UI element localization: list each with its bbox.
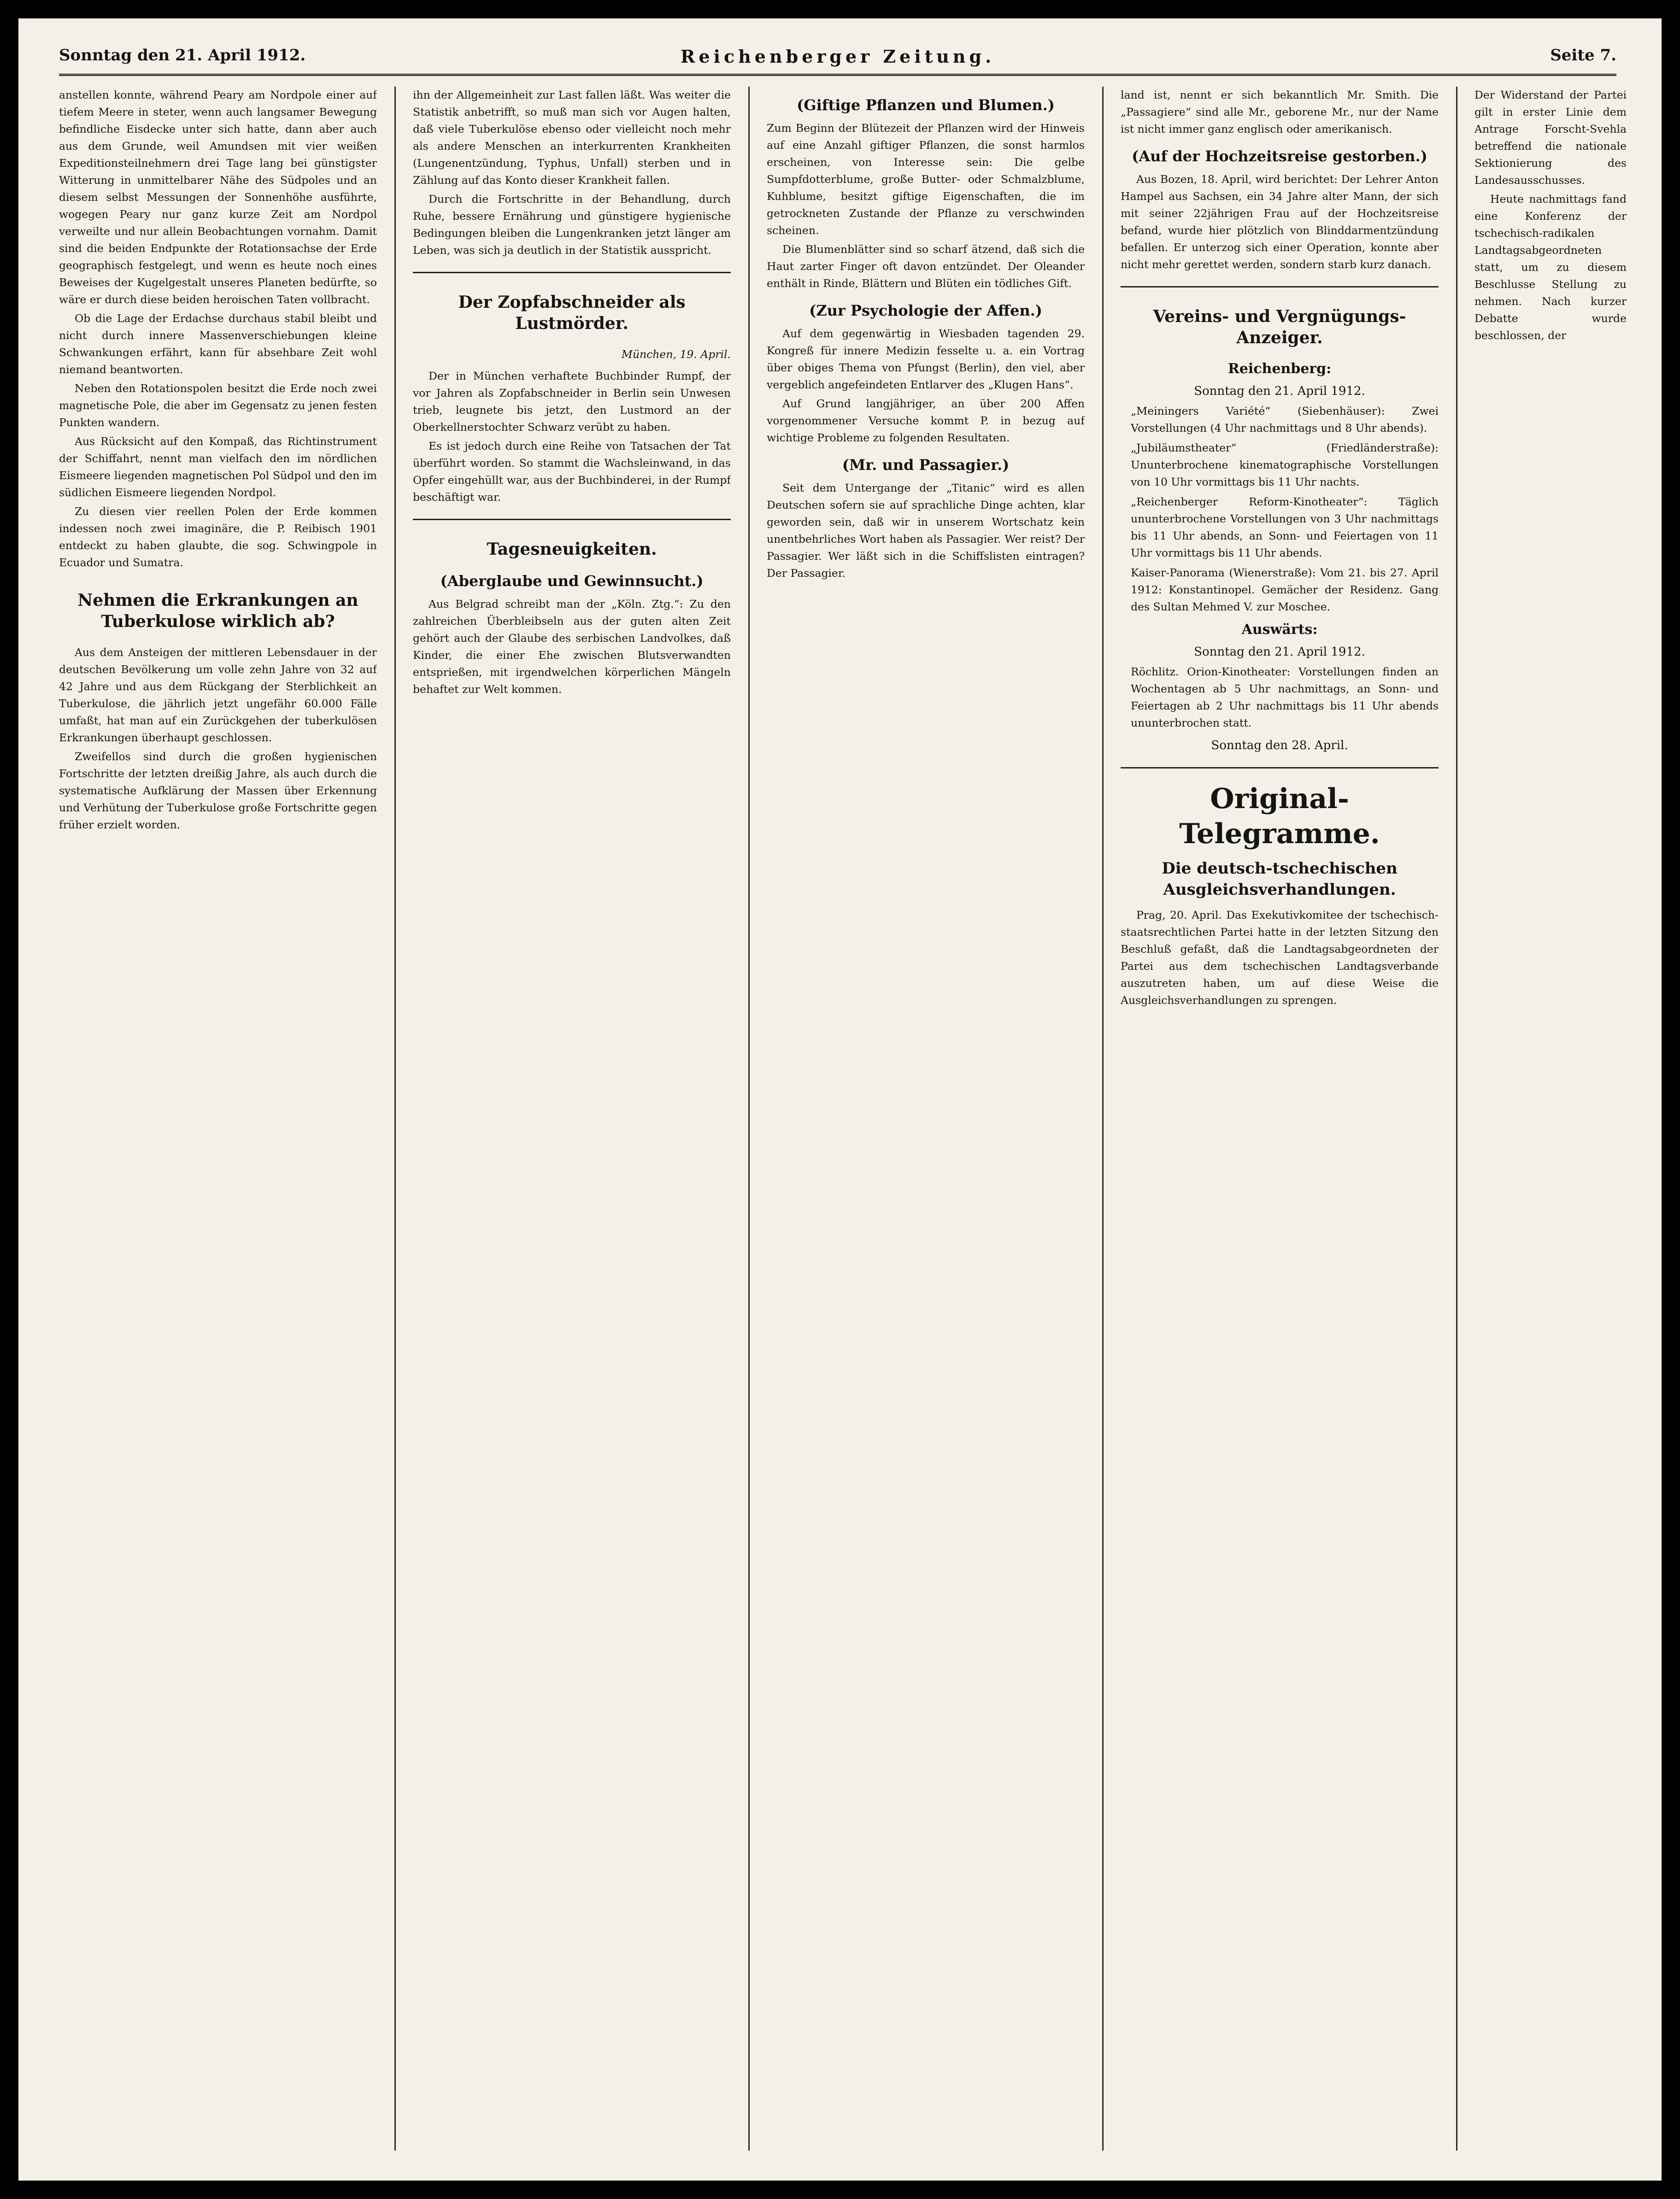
event-date: Sonntag den 21. April 1912. <box>1194 384 1365 398</box>
paragraph: Aus dem Ansteigen der mittleren Lebensdauer in der deutschen Bevölkerung um volle zehn Jahre von 32 auf 42 Jahre und aus dem Rückgang der Sterblichkeit an Tuberkulose, die jährlich jetzt ungefähr 60.000 Fälle umfaßt, hat man auf ein Zurückgehen der tuberkulösen Erkrankungen überhaupt geschlossen. <box>59 646 377 744</box>
column-rule <box>1102 87 1104 2151</box>
section-title: Vereins- und Vergnügungs-Anzeiger. <box>1153 307 1406 347</box>
paragraph: Auf dem gegenwärtig in Wiesbaden tagenden 29. Kongreß für innere Medizin fesselte u. a. ein Vortrag über obiges Thema von Pfungst (Berlin), den viel, aber vergeblich angefeindeten Entlarver des „Klugen Hans“. <box>767 327 1085 391</box>
section-divider <box>413 272 731 273</box>
article-title: Nehmen die Erkrankungen an Tuberkulose wirklich ab? <box>77 591 358 631</box>
paragraph: Der Widerstand der Partei gilt in erster Linie dem Antrage Forscht-Svehla betreffend die nationale Sektionierung des Landesausschusses. <box>1474 88 1627 187</box>
paragraph: Seit dem Untergange der „Titanic“ wird es allen Deutschen sofern sie auf sprachliche Dinge achten, klar geworden sein, daß wir in unserem Wortschatz kein unentbehrliches Wort haben als Passagier. Wer reist? Der Passagier. Wer läßt sich in die Schiffslisten eintragen? Der Passagier. <box>767 481 1085 580</box>
column-rule <box>748 87 750 2151</box>
paragraph: Zum Beginn der Blütezeit der Pflanzen wird der Hinweis auf eine Anzahl giftiger Pflanzen, die sonst harmlos erscheinen, von Interesse sein: Die gelbe Sumpfdotterblume, große Butter- oder Schmalzblume, Kuhblume, besitzt giftige Eigenschaften, die im getrockneten Zustande der Pflanze zu verschwinden scheinen. <box>767 122 1085 237</box>
section-divider <box>1121 286 1439 287</box>
event-date: Sonntag den 28. April. <box>1211 739 1348 752</box>
paragraph: Zu diesen vier reellen Polen der Erde kommen indessen noch zwei imaginäre, die P. Reibisch 1901 entdeckt zu haben glaubte, die sog. Schwingpole in Ecuador und Sumatra. <box>59 505 377 569</box>
section-divider <box>1121 767 1439 768</box>
paragraph: Prag, 20. April. Das Exekutivkomitee der tschechisch-staatsrechtlichen Partei hatte in der letzten Sitzung den Beschluß gefaßt, daß die Landtagsabgeordneten der Partei aus dem tschechischen Landtagsverbande auszutreten haben, um auf diese Weise die Ausgleichsverhandlungen zu sprengen. <box>1121 909 1439 1007</box>
telegram-section-title: Original-Telegramme. <box>1179 783 1380 850</box>
column-5 <box>1474 87 1627 2151</box>
place-heading: Reichenberg: <box>1228 361 1332 377</box>
column-2 <box>413 87 731 2151</box>
event-listing: Kaiser-Panorama (Wienerstraße): Vom 21. bis 27. April 1912: Konstantinopel. Gemächer der Residenz. Gang des Sultan Mehmed V. zur Moschee. <box>1131 566 1439 613</box>
paragraph: Neben den Rotationspolen besitzt die Erde noch zwei magnetische Pole, die aber im Gegensatz zu jenen festen Punkten wandern. <box>59 382 377 429</box>
item-heading: (Aberglaube und Gewinnsucht.) <box>440 572 704 590</box>
paragraph: Es ist jedoch durch eine Reihe von Tatsachen der Tat überführt worden. So stammt die Wachsleinwand, in das Opfer eingehüllt war, aus der Buchbinderei, in der Rumpf beschäftigt war. <box>413 440 731 504</box>
issue-date: Sonntag den 21. April 1912. <box>59 46 306 65</box>
dateline: München, 19. April. <box>621 348 731 361</box>
column-rule <box>394 87 396 2151</box>
newspaper-page <box>18 18 1662 2181</box>
paragraph: Durch die Fortschritte in der Behandlung, durch Ruhe, bessere Ernährung und günstigere hygienische Bedingungen bleiben die Lungenkranken jetzt länger am Leben, was sich ja deutlich in der Statistik ausspricht. <box>413 193 731 257</box>
paragraph: anstellen konnte, während Peary am Nordpole einer auf tiefem Meere in steter, wenn auch langsamer Bewegung befindliche Eisdecke unter sich hatte, dann aber auch aus dem Grunde, weil Amundsen mit vier weißen Expeditionsteilnehmern drei Tage lang bei günstigster Witterung in unmittelbarer Nähe des Südpoles und an diesem selbst Messungen der Sonnenhöhe ausführte, wogegen Peary nur ganz kurze Zeit am Nordpol verweilte und nur allein Beobachtungen vornahm. Damit sind die beiden Endpunkte der Rotationsachse der Erde geographisch festgelegt, und wenn es heute noch eines Beweises der Kugelgestalt unseres Planeten bedürfte, so wäre er durch diese beiden heroischen Taten vollbracht. <box>59 88 377 306</box>
paragraph: land ist, nennt er sich bekanntlich Mr. Smith. Die „Passagiere“ sind alle Mr., geborene Mr., nur der Name ist nicht immer ganz englisch oder amerikanisch. <box>1121 88 1439 135</box>
column-1 <box>59 87 377 2151</box>
paragraph: Aus Rücksicht auf den Kompaß, das Richtinstrument der Schiffahrt, nennt man vielfach den im nördlichen Eismeere liegenden magnetischen Pol Südpol und den im südlichen Eismeere liegenden Nordpol. <box>59 435 377 499</box>
telegram-headline: Die deutsch-tschechischen Ausgleichsverhandlungen. <box>1162 859 1398 899</box>
paragraph: Aus Belgrad schreibt man der „Köln. Ztg.“: Zu den zahlreichen Überbleibseln aus der guten alten Zeit gehört auch der Glaube des serbischen Landvolkes, daß Kinder, die einer Ehe zwischen Blutsverwandten entsprießen, mit irgendwelchen körperlichen Mängeln behaftet zur Welt kommen. <box>413 598 731 696</box>
item-heading: (Zur Psychologie der Affen.) <box>809 302 1042 319</box>
paragraph: Auf Grund langjähriger, an über 200 Affen vorgenommener Versuche kommt P. in bezug auf wichtige Probleme zu folgenden Resultaten. <box>767 397 1085 444</box>
event-listing: Röchlitz. Orion-Kinotheater: Vorstellungen finden an Wochentagen ab 5 Uhr nachmittags, an Sonn- und Feiertagen ab 2 Uhr nachmittags bis 11 Uhr abends ununterbrochen statt. <box>1131 665 1439 729</box>
event-listing: „Reichenberger Reform-Kinotheater“: Täglich ununterbrochene Vorstellungen von 3 Uhr nachmittags bis 11 Uhr abends, an Sonn- und Feiertagen von 11 Uhr vormittags bis 11 Uhr abends. <box>1131 495 1439 559</box>
paragraph: Zweifellos sind durch die großen hygienischen Fortschritte der letzten dreißig Jahre, als auch durch die systematische Aufklärung der Massen über Erkennung und Verhütung der Tuberkulose große Fortschritte gegen früher erzielt worden. <box>59 750 377 831</box>
paragraph: Heute nachmittags fand eine Konferenz der tschechisch-radikalen Landtagsabgeordneten statt, um zu diesem Beschlusse Stellung zu nehmen. Nach kurzer Debatte wurde beschlossen, der <box>1474 193 1627 342</box>
page-header <box>59 41 1616 76</box>
page-number: Seite 7. <box>1550 46 1616 65</box>
article-title: Der Zopfabschneider als Lustmörder. <box>458 293 686 333</box>
paragraph: Der in München verhaftete Buchbinder Rumpf, der vor Jahren als Zopfabschneider in Berlin sein Unwesen trieb, leugnete bis jetzt, den Lustmord an der Oberkellnerstochter Schwarz verübt zu haben. <box>413 369 731 434</box>
masthead-title: Reichenberger Zeitung. <box>680 46 995 67</box>
event-listing: „Jubiläumstheater“ (Friedländerstraße): Ununterbrochene kinematographische Vorstellungen von 10 Uhr vormittags bis 11 Uhr nachts. <box>1131 441 1439 488</box>
column-4 <box>1121 87 1439 2151</box>
item-heading: (Auf der Hochzeitsreise gestorben.) <box>1132 147 1427 165</box>
paragraph: Aus Bozen, 18. April, wird berichtet: Der Lehrer Anton Hampel aus Sachsen, ein 34 Jahre alter Mann, der sich mit seiner 22jährigen Frau auf der Hochzeitsreise befand, wurde hier plötzlich von Blinddarmentzündung befallen. Er unterzog sich einer Operation, konnte aber nicht mehr gerettet werden, sondern starb kurz danach. <box>1121 173 1439 271</box>
paragraph: Die Blumenblätter sind so scharf ätzend, daß sich die Haut zarter Finger oft davon entzündet. Der Oleander enthält in Rinde, Blättern und Blüten ein tödliches Gift. <box>767 243 1085 290</box>
paragraph: ihn der Allgemeinheit zur Last fallen läßt. Was weiter die Statistik anbetrifft, so muß man sich vor Augen halten, daß viele Tuberkulöse ebenso oder vielleicht noch mehr als andere Menschen an interkurrenten Krankheiten (Lungenentzündung, Typhus, Unfall) sterben und in Zählung auf das Konto dieser Krankheit fallen. <box>413 88 731 187</box>
event-listing: „Meiningers Variété“ (Siebenhäuser): Zwei Vorstellungen (4 Uhr nachmittags und 8 Uhr abends). <box>1131 405 1439 434</box>
paragraph: Ob die Lage der Erdachse durchaus stabil bleibt und nicht durch innere Massenverschiebungen kleine Schwankungen erfährt, kann für absehbare Zeit wohl niemand beantworten. <box>59 312 377 376</box>
item-heading: (Giftige Pflanzen und Blumen.) <box>797 96 1055 114</box>
item-heading: (Mr. und Passagier.) <box>842 456 1010 474</box>
column-rule <box>1456 87 1457 2151</box>
section-divider <box>413 519 731 520</box>
section-title: Tagesneuigkeiten. <box>487 539 657 559</box>
event-date: Sonntag den 21. April 1912. <box>1194 645 1365 659</box>
column-3 <box>767 87 1085 2151</box>
place-heading: Auswärts: <box>1241 622 1318 638</box>
